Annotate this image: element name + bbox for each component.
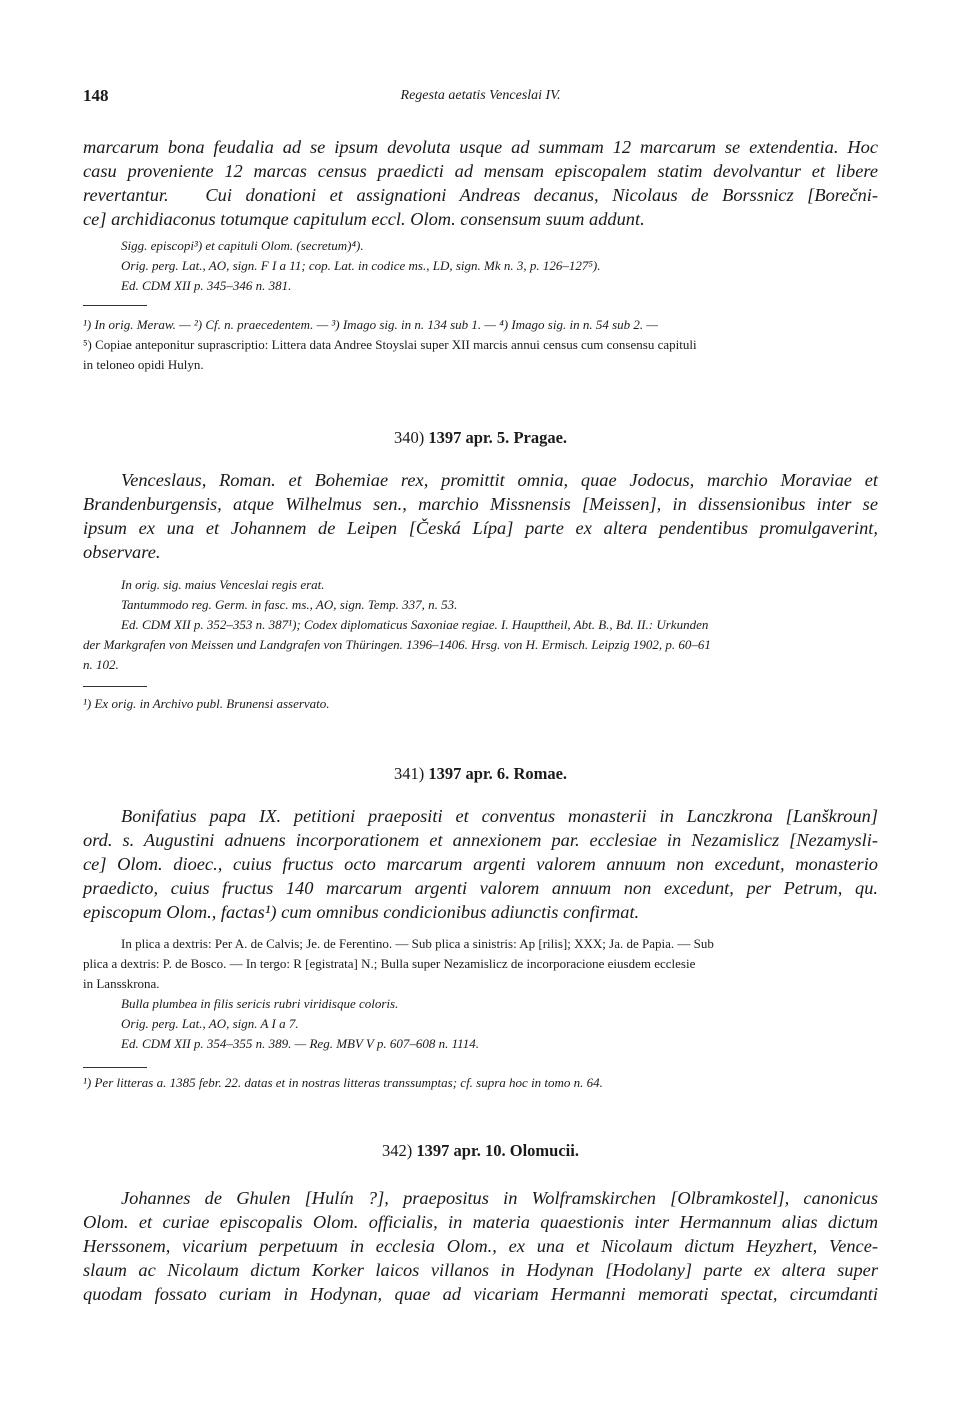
note-line: plica a dextris: P. de Bosco. — In tergo: R [egistrata] N.; Bulla super Nezamislicz de incorporacione eiusdem ecclesie bbox=[83, 956, 696, 971]
entry-place: Olomucii. bbox=[509, 1141, 579, 1160]
footnote-rule bbox=[83, 1067, 147, 1068]
footnote-line: ¹) Per litteras a. 1385 febr. 22. datas et in nostras litteras transsumptas; cf. supra hoc in tomo n. 64. bbox=[83, 1075, 603, 1090]
note-line: Ed. CDM XII p. 352–353 n. 387¹); Codex diplomaticus Saxoniae regiae. I. Haupttheil, Abt. B., Bd. II.: Urkunden bbox=[121, 617, 709, 632]
note-line: Sigg. episcopi³) et capituli Olom. (secretum)⁴). bbox=[121, 238, 364, 253]
text-line: revertantur. Cui donationi et assignationi Andreas decanus, Nicolaus de Borssnicz [Borečni- bbox=[83, 185, 878, 205]
text-line: Johannes de Ghulen [Hulín ?], praepositus in Wolframskirchen [Olbramkostel], canonicus bbox=[121, 1188, 878, 1208]
entry-date: 1397 apr. 10. bbox=[416, 1141, 506, 1160]
entry-342-heading bbox=[83, 1141, 878, 1161]
note-line: Orig. perg. Lat., AO, sign. A I a 7. bbox=[121, 1016, 299, 1031]
note-line: n. 102. bbox=[83, 657, 119, 672]
footnote-rule bbox=[83, 686, 147, 687]
text-line: Olom. et curiae episcopalis Olom. officialis, in materia quaestionis inter Hermannum alias dictum bbox=[83, 1212, 878, 1232]
entry-340-heading bbox=[83, 428, 878, 448]
note-line: der Markgrafen von Meissen und Landgrafen von Thüringen. 1396–1406. Hrsg. von H. Ermisch. Leipzig 1902, p. 60–61 bbox=[83, 637, 711, 652]
page-header bbox=[83, 86, 878, 110]
footnote-line: ¹) Ex orig. in Archivo publ. Brunensi asservato. bbox=[83, 696, 330, 711]
text-line: episcopum Olom., factas¹) cum omnibus condicionibus adiunctis confirmat. bbox=[83, 902, 640, 922]
entry-date: 1397 apr. 6. bbox=[428, 764, 510, 783]
entry-date: 1397 apr. 5. bbox=[428, 428, 510, 447]
text-line: Bonifatius papa IX. petitioni praepositi et conventus monasterii in Lanczkrona [Lanškroun] bbox=[121, 806, 878, 826]
note-line: Bulla plumbea in filis sericis rubri viridisque coloris. bbox=[121, 996, 399, 1011]
note-line: In orig. sig. maius Venceslai regis erat. bbox=[121, 577, 325, 592]
text-line: observare. bbox=[83, 542, 161, 562]
entry-place: Pragae. bbox=[513, 428, 568, 447]
note-line: Tantummodo reg. Germ. in fasc. ms., AO, sign. Temp. 337, n. 53. bbox=[121, 597, 458, 612]
text-line: slaum ac Nicolaum dictum Korker laicos villanos in Hodynan [Hodolany] parte ex altera super bbox=[83, 1260, 878, 1280]
entry-place: Romae. bbox=[513, 764, 568, 783]
text-line: marcarum bona feudalia ad se ipsum devoluta usque ad summam 12 marcarum se extendentia. Hoc bbox=[83, 137, 878, 157]
running-title: Regesta aetatis Venceslai IV. bbox=[400, 88, 561, 103]
footnote-line: in teloneo opidi Hulyn. bbox=[83, 357, 204, 372]
text-line: Venceslaus, Roman. et Bohemiae rex, promittit omnia, quae Jodocus, marchio Moraviae et bbox=[121, 470, 878, 490]
entry-341-footnotes bbox=[83, 1073, 878, 1093]
entry-340-notes bbox=[83, 575, 878, 675]
entry-number: 340) bbox=[393, 428, 425, 447]
text-line: ipsum ex una et Johannem de Leipen [Česká Lípa] parte ex altera pendentibus promulgaverint, bbox=[83, 518, 878, 538]
entry-341-notes bbox=[83, 934, 878, 1054]
footnote-rule bbox=[83, 305, 147, 306]
note-line: Orig. perg. Lat., AO, sign. F I a 11; cop. Lat. in codice ms., LD, sign. Mk n. 3, p. 126–127⁵). bbox=[121, 258, 601, 273]
text-line: ord. s. Augustini adnuens incorporationem et annexionem par. ecclesiae in Nezamislicz [Nezamysli- bbox=[83, 830, 878, 850]
note-line: in Lansskrona. bbox=[83, 976, 160, 991]
top-entry-footnotes bbox=[83, 315, 878, 375]
entry-341-heading bbox=[83, 764, 878, 784]
text-line: Herssonem, vicarium perpetuum in ecclesia Olom., ex una et Nicolaum dictum Heyzhert, Vence- bbox=[83, 1236, 878, 1256]
entry-340-footnotes bbox=[83, 694, 878, 714]
entry-340-text bbox=[83, 468, 878, 564]
footnote-line: ¹) In orig. Meraw. — ²) Cf. n. praecedentem. — ³) Imago sig. in n. 134 sub 1. — ⁴) Imago sig. in n. 54 sub 2. — bbox=[83, 317, 658, 332]
text-line: ce] archidiaconus totumque capitulum eccl. Olom. consensum suum addunt. bbox=[83, 209, 645, 229]
text-line: praedicto, cuius fructus 140 marcarum argenti valorem annuum non excedunt, per Petrum, qu. bbox=[83, 878, 878, 898]
entry-number: 341) bbox=[393, 764, 425, 783]
text-line: Brandenburgensis, atque Wilhelmus sen., marchio Missnensis [Meissen], in dissensionibus inter se bbox=[83, 494, 878, 514]
entry-number: 342) bbox=[382, 1141, 413, 1160]
entry-341-text bbox=[83, 804, 878, 924]
note-line: In plica a dextris: Per A. de Calvis; Je. de Ferentino. — Sub plica a sinistris: Ap [rilis]; XXX; Ja. de Papia. — Sub bbox=[121, 936, 714, 951]
page-number: 148 bbox=[83, 86, 109, 105]
note-line: Ed. CDM XII p. 345–346 n. 381. bbox=[121, 278, 292, 293]
note-line: Ed. CDM XII p. 354–355 n. 389. — Reg. MBV V p. 607–608 n. 1114. bbox=[121, 1036, 479, 1051]
top-entry-notes bbox=[83, 236, 878, 296]
text-line: ce] Olom. dioec., cuius fructus octo marcarum argenti valorem annuum non excedunt, monasterio bbox=[83, 854, 878, 874]
footnote-line: ⁵) Copiae anteponitur suprascriptio: Littera data Andree Stoyslai super XII marcis annui census cum consensu capituli bbox=[83, 337, 697, 352]
text-line: casu proveniente 12 marcas census praedicti ad mensam episcopalem statim devolvantur et libere bbox=[83, 161, 878, 181]
entry-342-text bbox=[83, 1186, 878, 1306]
top-entry-text bbox=[83, 135, 878, 231]
text-line: quodam fossato curiam in Hodynan, quae ad vicariam Hermanni memorati spectat, circumdanti bbox=[83, 1284, 878, 1304]
